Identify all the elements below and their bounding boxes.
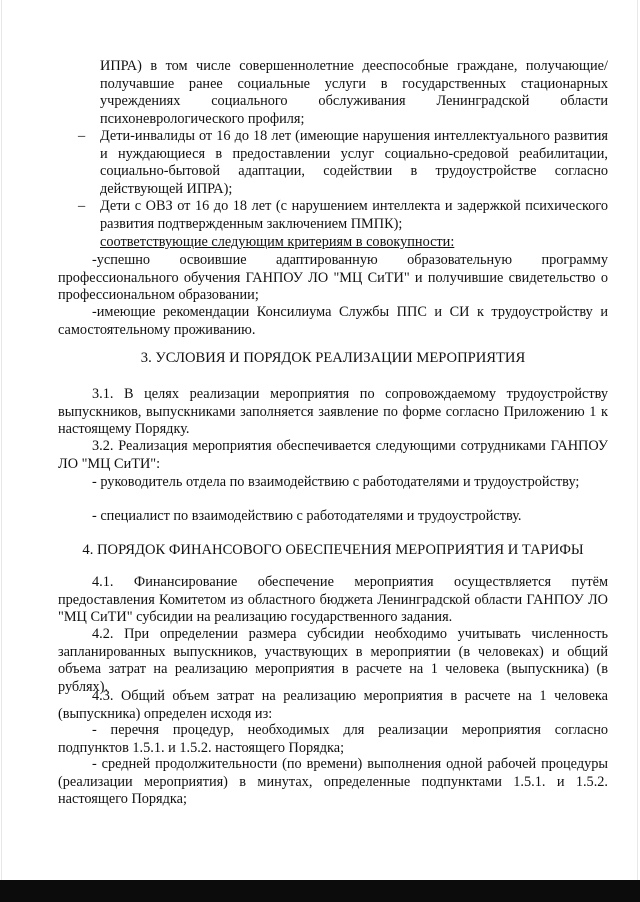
- bullet-disabled-children: Дети-инвалиды от 16 до 18 лет (имеющие нарушения интеллектуального развития и нуждающиеся в предоставлении услуг социально-средовой реабилитации, социально-бытовой адаптации, содействии в трудоустройстве согласно действующей ИПРА);: [100, 128, 608, 197]
- section-4-heading: 4. ПОРЯДОК ФИНАНСОВОГО ОБЕСПЕЧЕНИЯ МЕРОПРИЯТИЯ И ТАРИФЫ: [82, 542, 584, 558]
- criteria-intro: соответствующие следующим критериям в совокупности:: [100, 234, 455, 250]
- scan-edge-left: [1, 0, 2, 902]
- paragraph-4-3: 4.3. Общий объем затрат на реализацию мероприятия в расчете на 1 человека (выпускника) определен исходя из:: [58, 688, 608, 722]
- section-3-heading: 3. УСЛОВИЯ И ПОРЯДОК РЕАЛИЗАЦИИ МЕРОПРИЯТИЯ: [140, 350, 526, 366]
- criterion-1: -успешно освоившие адаптированную образовательную программу профессионального обучения ГАНПОУ ЛО "МЦ СиТИ" и получившие свидетельство о профессиональном образовании;: [58, 252, 608, 304]
- criterion-2: -имеющие рекомендации Консилиума Службы ППС и СИ к трудоустройству и самостоятельному проживанию.: [58, 304, 608, 338]
- scan-bottom-border: [0, 880, 640, 902]
- cost-item-2: - средней продолжительности (по времени) выполнения одной рабочей процедуры (реализации мероприятия) в минутах, определенные подпунктами 1.5.1. и 1.5.2. настоящего Порядка;: [58, 756, 608, 808]
- bullet-dash: –: [78, 198, 86, 214]
- paragraph-4-2: 4.2. При определении размера субсидии необходимо учитывать численность запланированных выпускников, участвующих в мероприятии (в человеках) и общий объема затрат на реализацию мероприятия в расчете на 1 человека (выпускника) (в рублях).: [58, 626, 608, 695]
- bullet-dash: –: [78, 128, 86, 144]
- cost-item-1: - перечня процедур, необходимых для реализации мероприятия согласно подпунктов 1.5.1. и 1.5.2. настоящего Порядка;: [58, 722, 608, 756]
- bullet-ovz-children: Дети с ОВЗ от 16 до 18 лет (с нарушением интеллекта и задержкой психического развития подтвержденным заключением ПМПК);: [100, 198, 608, 232]
- paragraph-3-2: 3.2. Реализация мероприятия обеспечивается следующими сотрудниками ГАНПОУ ЛО "МЦ СиТИ":: [58, 438, 608, 472]
- paragraph-3-1: 3.1. В целях реализации мероприятия по сопровождаемому трудоустройству выпускников, выпускниками заполняется заявление по форме согласно Приложению 1 к настоящему Порядку.: [58, 386, 608, 438]
- staff-item-1: - руководитель отдела по взаимодействию с работодателями и трудоустройству;: [92, 474, 580, 490]
- staff-item-2: - специалист по взаимодействию с работодателями и трудоустройству.: [92, 508, 522, 524]
- scan-edge-right: [637, 0, 638, 902]
- paragraph-4-1: 4.1. Финансирование обеспечение мероприятия осуществляется путём предоставления Комитетом из областного бюджета Ленинградской области ГАНПОУ ЛО "МЦ СиТИ" субсидии на реализацию государственного задания.: [58, 574, 608, 626]
- continuation-paragraph: ИПРА) в том числе совершеннолетние дееспособные граждане, получающие/получавшие ранее социальные услуги в государственных стационарных учреждениях социального обслуживания Ленинградской области психоневрологического профиля;: [100, 58, 608, 127]
